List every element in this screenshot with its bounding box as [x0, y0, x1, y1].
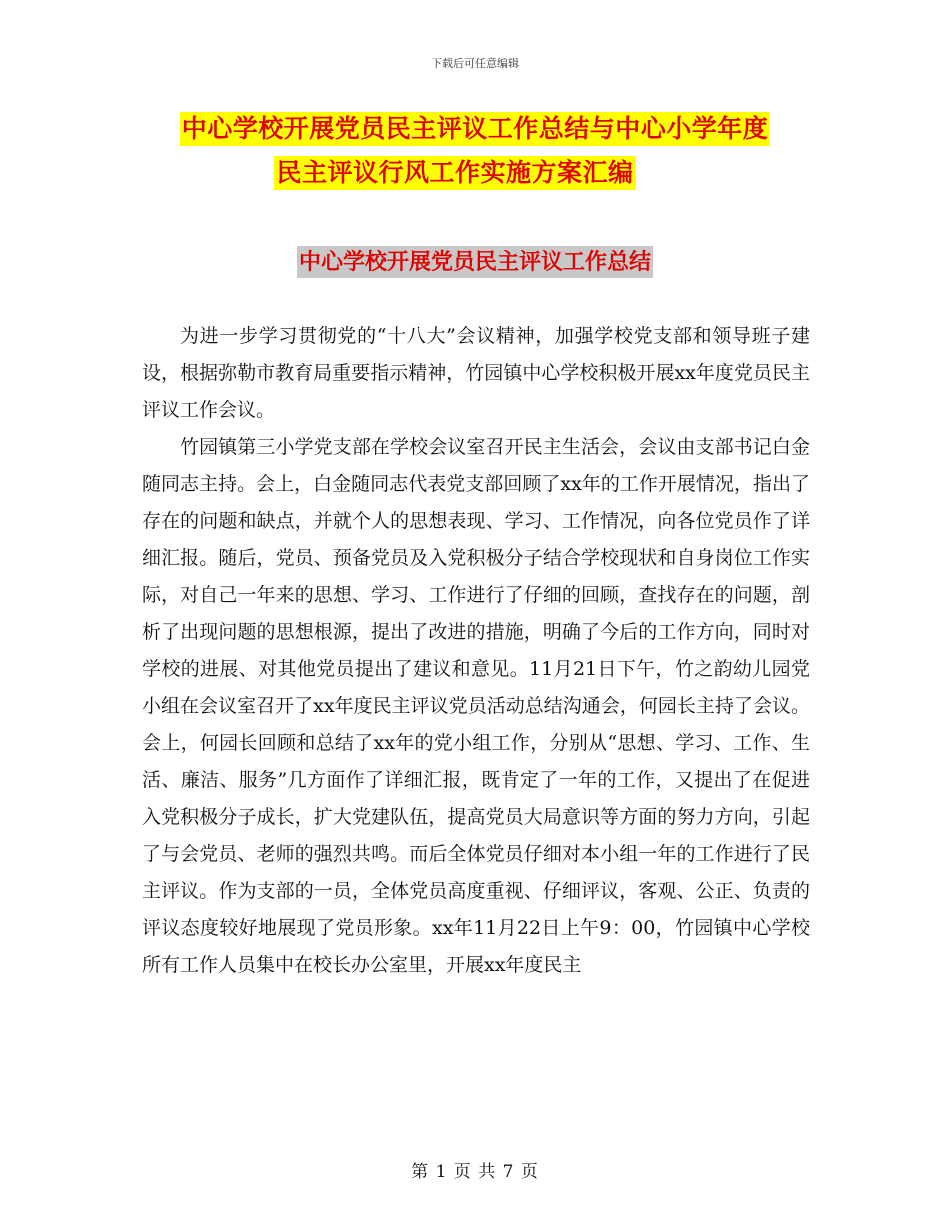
page-number-footer: 第 1 页 共 7 页 — [411, 1162, 539, 1182]
title-line-2: 民主评议行风工作实施方案汇编 — [274, 156, 635, 190]
header-note: 下载后可任意编辑 — [431, 57, 519, 70]
section-heading — [0, 246, 950, 278]
section-heading-text: 中心学校开展党员民主评议工作总结 — [297, 246, 653, 278]
paragraph: 竹园镇第三小学党支部在学校会议室召开民主生活会，会议由支部书记白金随同志主持。会上，白金随同志代表党支部回顾了xx年的工作开展情况，指出了存在的问题和缺点，并就个人的思想表现、学习、工作情况，向各位党员作了详细汇报。随后，党员、预备党员及入党积极分子结合学校现状和自身岗位工作实际，对自己一年来的思想、学习、工作进行了仔细的回顾，查找存在的问题，剖析了出现问题的思想根源，提出了改进的措施，明确了今后的工作方向，同时对学校的进展、对其他党员提出了建议和意见。11月21日下午，竹之韵幼儿园党小组在会议室召开了xx年度民主评议党员活动总结沟通会，何园长主持了会议。会上，何园长回顾和总结了xx年的党小组工作，分别从“思想、学习、工作、生活、廉洁、服务”几方面作了详细汇报，既肯定了一年的工作，又提出了在促进入党积极分子成长，扩大党建队伍，提高党员大局意识等方面的努力方向，引起了与会党员、老师的强烈共鸣。而后全体党员仔细对本小组一年的工作进行了民主评议。作为支部的一员，全体党员高度重视、仔细评议，客观、公正、负责的评议态度较好地展现了党员形象。xx年11月22日上午9：00，竹园镇中心学校所有工作人员集中在校长办公室里，开展xx年度民主 — [142, 436, 810, 976]
paragraph: 为进一步学习贯彻党的“十八大”会议精神，加强学校党支部和领导班子建设，根据弥勒市教育局重要指示精神，竹园镇中心学校积极开展xx年度党员民主评议工作会议。 — [142, 325, 810, 421]
title-line-1: 中心学校开展党员民主评议工作总结与中心小学年度 — [180, 112, 771, 146]
body-text — [142, 318, 810, 984]
document-title — [0, 112, 950, 200]
